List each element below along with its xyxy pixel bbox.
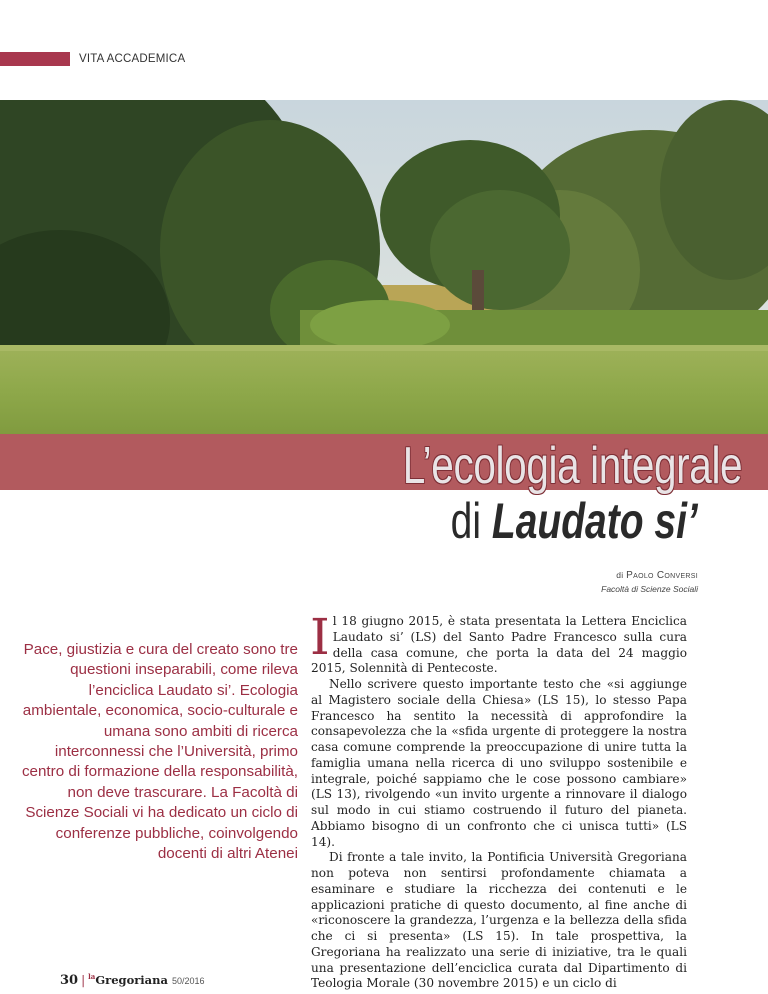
article-title: L’ecologia integrale	[402, 437, 742, 495]
paragraph-2: Nello scrivere questo importante testo che «si aggiunge al Magistero sociale della Chiesa» (LS 15), lo stesso Papa Francesco ha sentito la necessità di approfondire la consapevolezza che la «sfida urgente di proteggere la nostra casa comune comprende la preoccupazione di unire tutta la famiglia umana nella ricerca di uno sviluppo sostenibile e integrale, poiché sappiamo che le cose possono cambiare» (LS 13), rivolgendo «un invito urgente a rinnovare il dialogo sul modo in cui stiamo costruendo il futuro del pianeta. Abbiamo bisogno di un confronto che ci unisca tutti» (LS 14).	[311, 677, 687, 849]
paragraph-3: Di fronte a tale invito, la Pontificia Università Gregoriana non poteva non sentirsi profondamente chiamata a esaminare e studiare la ricchezza dei contenuti e le applicazioni pratiche di questo documento, al fine anche di «riconoscere la grandezza, l’urgenza e la bellezza della sfida che ci si presenta» (LS 15). In tale prospettiva, la Gregoriana ha realizzato una serie di iniziative, tra le quali una presentazione dell’enciclica curata dal Dipartimento di Teologia Morale (30 novembre 2015) e un ciclo di	[311, 850, 687, 991]
page-footer	[60, 972, 205, 988]
issue-number: 50/2016	[171, 975, 205, 986]
author-name: Paolo Conversi	[626, 570, 698, 581]
section-label: VITA ACCADEMICA	[79, 53, 186, 65]
magazine-title: Gregoriana	[95, 972, 168, 987]
byline-prefix: di	[616, 570, 624, 580]
byline-author	[601, 570, 698, 581]
section-color-bar	[0, 52, 70, 66]
article-subtitle	[451, 494, 698, 548]
drop-cap: I	[310, 608, 330, 666]
subtitle-emphasis: Laudato si’	[492, 493, 698, 549]
landscape-photo	[0, 100, 768, 438]
byline	[601, 570, 698, 594]
subtitle-prefix: di	[450, 493, 482, 549]
paragraph-1-text: l 18 giugno 2015, è stata presentata la Lettera Enciclica Laudato si’ (LS) del Santo Padre Francesco sulla cura della casa comune, che porta la data del 24 maggio 2015, Solennità di Pentecoste.	[311, 614, 687, 676]
author-affiliation: Facoltà di Scienze Sociali	[601, 584, 698, 594]
footer-separator: |	[81, 972, 86, 987]
magazine-article: la	[88, 972, 96, 981]
page-number: 30	[60, 972, 79, 988]
article-body	[310, 608, 687, 992]
pull-quote: Pace, giustizia e cura del creato sono tre questioni inseparabili, come rileva l’enciclica Laudato si’. Ecologia ambientale, economica, socio-culturale e umana sono ambiti di ricerca interconnessi che l’Università, primo centro di formazione della responsabilità, non deve trascurare. La Facoltà di Scienze Sociali vi ha dedicato un ciclo di conferenze pubbliche, coinvolgendo docenti di altri Atenei	[21, 641, 298, 863]
paragraph-1	[310, 608, 687, 677]
magazine-name	[88, 973, 168, 987]
